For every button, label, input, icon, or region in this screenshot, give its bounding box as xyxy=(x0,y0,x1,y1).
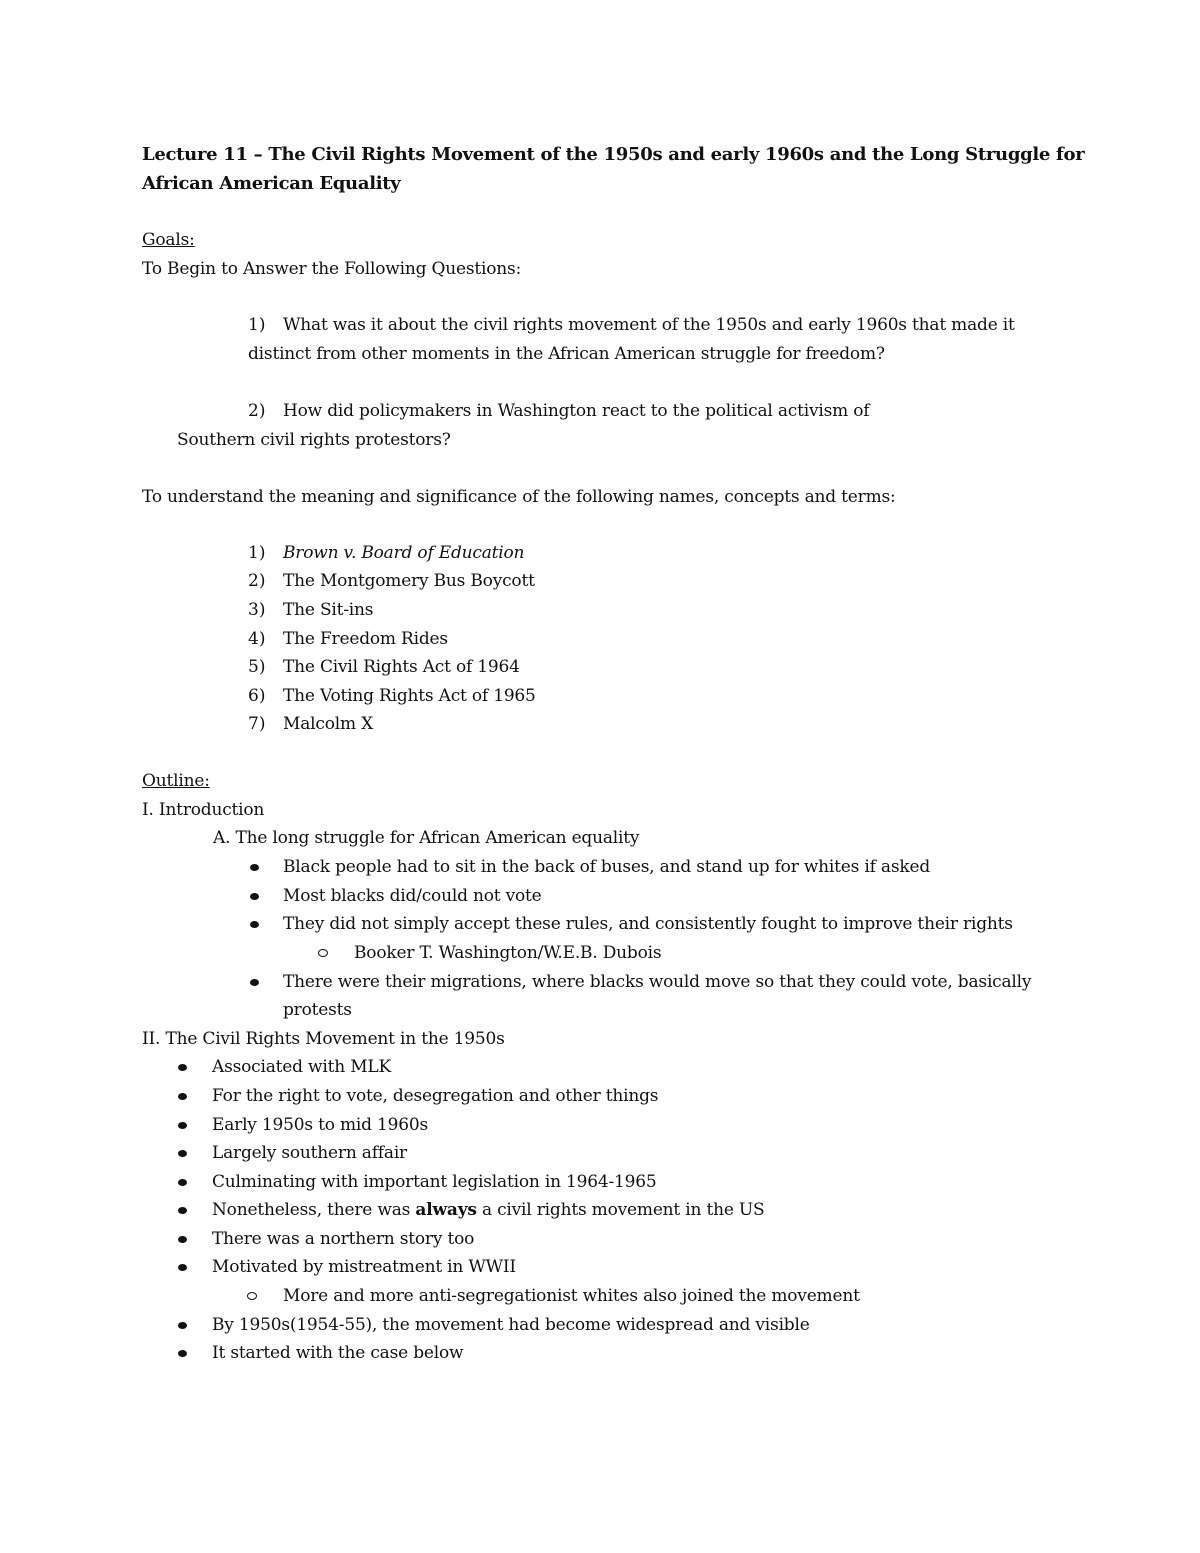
term-number: 5) xyxy=(248,657,266,677)
term-number: 2) xyxy=(248,571,266,591)
list-item: There was a northern story too xyxy=(212,1229,475,1249)
lecture-title-line-2: African American Equality xyxy=(142,173,401,194)
list-item: There were their migrations, where blacks would move so that they could vote, basically xyxy=(283,972,1032,992)
list-item-continuation: protests xyxy=(283,1000,352,1020)
terms-intro: To understand the meaning and significance of the following names, concepts and terms: xyxy=(142,487,896,507)
list-item-text: Nonetheless, there was xyxy=(212,1200,416,1220)
term-number: 4) xyxy=(248,629,266,649)
list-item: Motivated by mistreatment in WWII xyxy=(212,1257,516,1277)
list-item: Black people had to sit in the back of buses, and stand up for whites if asked xyxy=(283,857,931,877)
goals-heading: Goals: xyxy=(142,230,195,250)
list-item: Associated with MLK xyxy=(212,1057,391,1077)
emphasis-always: always xyxy=(415,1200,477,1220)
goals-intro: To Begin to Answer the Following Questions: xyxy=(142,259,522,279)
hollow-bullet-icon xyxy=(247,1292,257,1300)
term-text: The Voting Rights Act of 1965 xyxy=(283,686,536,706)
bullet-icon xyxy=(178,1236,187,1243)
list-item: It started with the case below xyxy=(212,1343,464,1363)
bullet-icon xyxy=(178,1064,187,1071)
list-item-text: a civil rights movement in the US xyxy=(476,1200,765,1220)
sub-list-item: Booker T. Washington/W.E.B. Dubois xyxy=(354,943,662,963)
list-item: Largely southern affair xyxy=(212,1143,407,1163)
bullet-icon xyxy=(178,1150,187,1157)
bullet-icon xyxy=(178,1122,187,1129)
bullet-icon xyxy=(250,864,259,871)
term-text: The Civil Rights Act of 1964 xyxy=(283,657,520,677)
lecture-title-line-1: Lecture 11 – The Civil Rights Movement of the 1950s and early 1960s and the Long Struggle for xyxy=(142,144,1085,165)
list-item: Most blacks did/could not vote xyxy=(283,886,542,906)
section-2-title: II. The Civil Rights Movement in the 1950s xyxy=(142,1029,505,1049)
term-text: The Sit-ins xyxy=(283,600,374,620)
bullet-icon xyxy=(178,1264,187,1271)
sub-list-item: More and more anti-segregationist whites also joined the movement xyxy=(283,1286,860,1306)
list-item: Early 1950s to mid 1960s xyxy=(212,1115,429,1135)
section-1-title: I. Introduction xyxy=(142,800,265,820)
question-text: distinct from other moments in the African American struggle for freedom? xyxy=(248,344,885,364)
term-number: 6) xyxy=(248,686,266,706)
term-number: 1) xyxy=(248,543,266,563)
list-item: Culminating with important legislation in 1964-1965 xyxy=(212,1172,657,1192)
question-text: What was it about the civil rights movement of the 1950s and early 1960s that made it xyxy=(283,315,1015,335)
list-item: They did not simply accept these rules, and consistently fought to improve their rights xyxy=(283,914,1013,934)
term-number: 3) xyxy=(248,600,266,620)
bullet-icon xyxy=(178,1179,187,1186)
question-text: How did policymakers in Washington react to the political activism of xyxy=(283,401,870,421)
bullet-icon xyxy=(250,979,259,986)
term-number: 7) xyxy=(248,714,266,734)
term-text: Brown v. Board of Education xyxy=(283,543,525,563)
bullet-icon xyxy=(178,1093,187,1100)
bullet-icon xyxy=(178,1207,187,1214)
bullet-icon xyxy=(250,921,259,928)
bullet-icon xyxy=(178,1322,187,1329)
list-item: By 1950s(1954-55), the movement had become widespread and visible xyxy=(212,1315,810,1335)
list-item: For the right to vote, desegregation and other things xyxy=(212,1086,659,1106)
bullet-icon xyxy=(250,893,259,900)
outline-heading: Outline: xyxy=(142,771,210,791)
question-number: 2) xyxy=(248,401,266,421)
bullet-icon xyxy=(178,1350,187,1357)
term-text: The Freedom Rides xyxy=(283,629,448,649)
list-item-always xyxy=(212,1202,764,1219)
hollow-bullet-icon xyxy=(318,949,328,957)
term-text: The Montgomery Bus Boycott xyxy=(283,571,535,591)
section-1-sub-a: A. The long struggle for African American equality xyxy=(213,828,640,848)
term-item xyxy=(283,545,524,562)
question-text: Southern civil rights protestors? xyxy=(177,430,451,450)
term-text: Malcolm X xyxy=(283,714,373,734)
question-number: 1) xyxy=(248,315,266,335)
